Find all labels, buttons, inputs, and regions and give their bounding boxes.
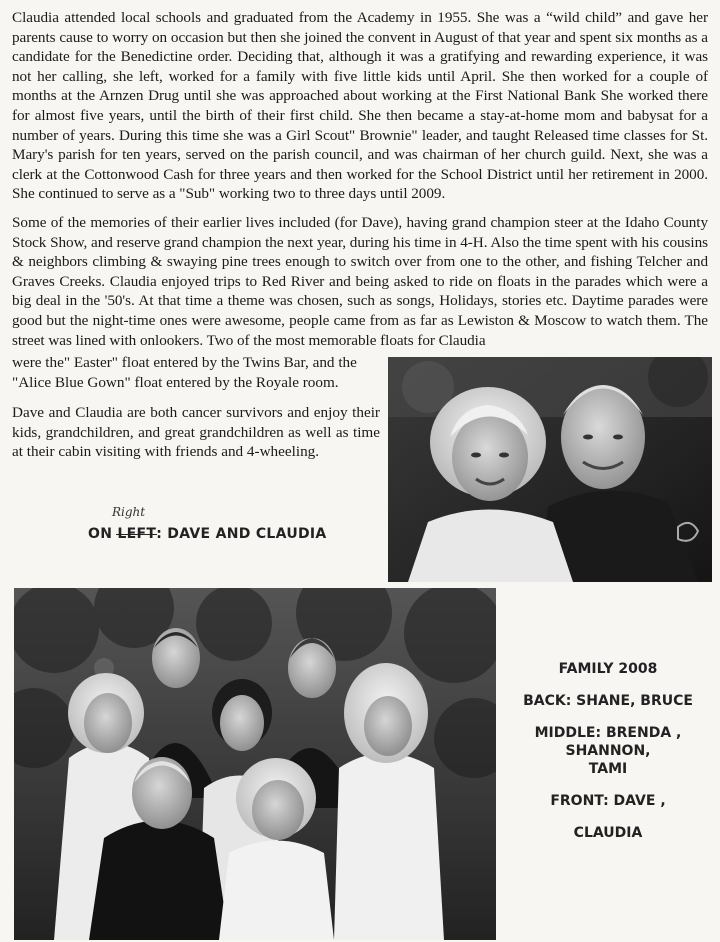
caption-suffix: : DAVE AND CLAUDIA (156, 526, 327, 542)
handwritten-correction: Right (112, 505, 146, 519)
family-caption-front-1: FRONT: DAVE , (550, 793, 666, 809)
family-caption-middle-2: TAMI (588, 761, 628, 777)
couple-photo-caption (88, 526, 327, 542)
couple-photo-image (388, 357, 712, 582)
paragraph-floats (12, 353, 384, 392)
family-caption-front-2: CLAUDIA (573, 825, 643, 841)
family-photo-caption (508, 660, 708, 856)
family-caption-middle-1: MIDDLE: BRENDA , SHANNON, (534, 725, 682, 759)
family-photo (14, 588, 496, 940)
family-photo-image (14, 588, 496, 940)
couple-photo (388, 357, 712, 582)
struck-word: LEFT (117, 526, 157, 542)
paragraph-memories: Some of the memories of their earlier lives included (for Dave), having grand champion steer at the Idaho County Stock Show, and reserve grand champion the next year, during his time in 4-H. Also the time spent with his cousins & neighbors climbing & swaying pine trees enough to switch over from one to the other, and fishing Telcher and Graves Creeks. Claudia enjoyed trips to Red River and being asked to ride on floats in the parades which were a big deal in the '50's. At that time a theme was chosen, such as songs, Holidays, stories etc. Daytime parades were good but the night-time ones were awesome, people came from as far as Lewiston & Moscow to watch them. The street was lined with onlookers. Two of the most memorable floats for Claudia (12, 214, 708, 349)
paragraph-claudia-bio: Claudia attended local schools and graduated from the Academy in 1955. She was a “wild child” and gave her parents cause to worry on occasion but then she joined the convent in August of that year and spent six months as a candidate for the Benedictine order. Deciding that, although it was a gratifying and rewarding experience, it was not her calling, she left, worked for a family with five little kids until April. She then worked for a couple of months at the Arnzen Drug until she was approached about working at the First National Bank She worked there for almost five years, until the birth of their first child. She then became a stay-at-home mom and babysat for a number of years. During this time she was a Girl Scout" Brownie" leader, and taught Released time classes for St. Mary's parish for ten years, served on the parish council, and was chairman of her church guild. Next, she was a clerk at the Cottonwood Cash for three years and then worked for the School District until her retirement in 2000. She continued to serve as a "Sub" working two to three days until 2009. (12, 9, 708, 203)
floats-line-2: "Alice Blue Gown" float entered by the Royale room. (12, 373, 339, 391)
caption-prefix: ON (88, 526, 118, 542)
family-caption-title: FAMILY 2008 (558, 661, 658, 677)
floats-line-1: were the" Easter" float entered by the Twins Bar, and the (12, 354, 357, 371)
family-caption-back: BACK: SHANE, BRUCE (523, 693, 693, 709)
paragraph-survivors: Dave and Claudia are both cancer survivors and enjoy their kids, grandchildren, and great grandchildren as well as time at their cabin visiting with friends and 4-wheeling. (12, 404, 380, 461)
